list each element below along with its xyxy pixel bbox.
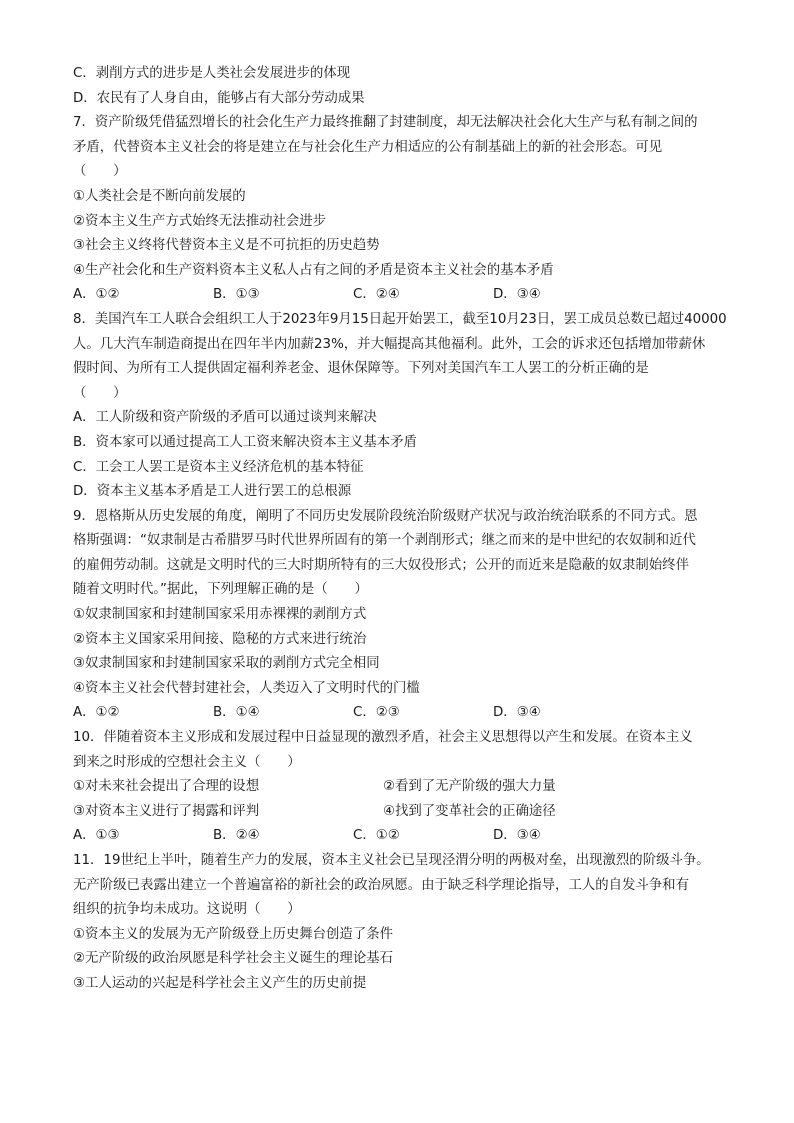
q9-stem-line-1: 9．恩格斯从历史发展的角度，阐明了不同历史发展阶段统治阶级财产状况与政治统治联系的不同方式。恩 — [73, 508, 698, 524]
q7-statement-2: ②资本主义生产方式始终无法推动社会进步 — [73, 213, 327, 229]
q10-options — [73, 824, 733, 849]
q7-option-a: A．①② — [73, 287, 120, 303]
q9-statement-1: ①奴隶制国家和封建制国家采用赤裸裸的剥削方式 — [73, 607, 367, 623]
q9-statement-4: ④资本主义社会代替封建社会，人类迈入了文明时代的门槛 — [73, 680, 420, 696]
q7-stem-line-1: 7．资产阶级凭借猛烈增长的社会化生产力最终推翻了封建制度，却无法解决社会化大生产与私有制之间的 — [73, 115, 698, 131]
q8-option-a: A．工人阶级和资产阶级的矛盾可以通过谈判来解决 — [73, 410, 377, 426]
q10-option-b: B．②④ — [213, 828, 260, 844]
q8-stem-line-2: 人。几大汽车制造商提出在四年半内加薪23%，并大幅提高其他福利。此外，工会的诉求还包括增加带薪休 — [73, 336, 706, 352]
q7-stem-line-2: 矛盾，代替资本主义社会的将是建立在与社会化生产力相适应的公有制基础上的新的社会形态。可见 — [73, 139, 663, 155]
q7-statement-3: ③社会主义终将代替资本主义是不可抗拒的历史趋势 — [73, 238, 380, 254]
q11-statement-1: ①资本主义的发展为无产阶级登上历史舞台创造了条件 — [73, 926, 393, 942]
q7-options — [73, 283, 733, 308]
q10-stem-line-2: 到来之时形成的空想社会主义（ ） — [73, 754, 301, 770]
q10-statement-2: ②看到了无产阶级的强大力量 — [383, 779, 556, 795]
question-content — [73, 62, 733, 997]
q10-option-d: D．③④ — [493, 828, 541, 844]
q10-stem-line-1: 10．伴随着资本主义形成和发展过程中日益显现的激烈矛盾，社会主义思想得以产生和发展。在资本主义 — [73, 730, 693, 746]
q7-option-b: B．①③ — [213, 287, 260, 303]
q11-stem-line-3: 组织的抗争均未成功。这说明（ ） — [73, 902, 301, 918]
q9-statement-2: ②资本主义国家采用间接、隐秘的方式来进行统治 — [73, 631, 367, 647]
q7-statement-1: ①人类社会是不断向前发展的 — [73, 188, 246, 204]
q9-option-a: A．①② — [73, 705, 120, 721]
q10-statement-4: ④找到了变革社会的正确途径 — [383, 803, 556, 819]
q10-option-a: A．①③ — [73, 828, 120, 844]
q7-option-c: C．②④ — [353, 287, 400, 303]
q9-stem-line-3: 的雇佣劳动制。这就是文明时代的三大时期所特有的三大奴役形式；公开的而近来是隐蔽的奴隶制始终伴 — [73, 557, 689, 573]
q6-option-d: D．农民有了人身自由，能够占有大部分劳动成果 — [73, 90, 365, 106]
q9-options — [73, 701, 733, 726]
q8-option-c: C．工会工人罢工是资本主义经济危机的基本特征 — [73, 459, 364, 475]
q9-stem-line-4: 随着文明时代。”据此，下列理解正确的是（ ） — [73, 582, 368, 598]
q9-stem-line-2: 格斯强调：“奴隶制是古希腊罗马时代世界所固有的第一个剥削形式；继之而来的是中世纪的农奴制和近代 — [73, 533, 696, 549]
q8-option-b: B．资本家可以通过提高工人工资来解决资本主义基本矛盾 — [73, 434, 417, 450]
q11-statement-3: ③工人运动的兴起是科学社会主义产生的历史前提 — [73, 975, 367, 991]
q11-stem-line-1: 11．19世纪上半叶，随着生产力的发展，资本主义社会已呈现泾渭分明的两极对垒，出现激烈的阶级斗争。 — [73, 853, 710, 868]
q8-answer-blank: （ ） — [73, 385, 127, 401]
q9-option-c: C．②③ — [353, 705, 400, 721]
q10-statement-1: ①对未来社会提出了合理的设想 — [73, 779, 260, 795]
q9-option-d: D．③④ — [493, 705, 541, 721]
q7-statement-4: ④生产社会化和生产资料资本主义私人占有之间的矛盾是资本主义社会的基本矛盾 — [73, 262, 554, 278]
q7-option-d: D．③④ — [493, 287, 541, 303]
q8-option-d: D．资本主义基本矛盾是工人进行罢工的总根源 — [73, 484, 352, 500]
q10-option-c: C．①② — [353, 828, 400, 844]
q10-statements-row-1 — [73, 775, 733, 800]
q11-stem-line-2: 无产阶级已表露出建立一个普遍富裕的新社会的政治夙愿。由于缺乏科学理论指导，工人的自发斗争和有 — [73, 877, 689, 893]
q8-stem-line-1: 8．美国汽车工人联合会组织工人于2023年9月15日起开始罢工，截至10月23日，罢工成员总数已超过40000 — [73, 311, 727, 327]
q8-stem-line-3: 假时间、为所有工人提供固定福利养老金、退休保障等。下列对美国汽车工人罢工的分析正确的是 — [73, 361, 649, 377]
q10-statements-row-2 — [73, 800, 733, 825]
q9-statement-3: ③奴隶制国家和封建制国家采取的剥削方式完全相同 — [73, 656, 380, 672]
q7-answer-blank: （ ） — [73, 164, 127, 180]
q10-statement-3: ③对资本主义进行了揭露和评判 — [73, 803, 260, 819]
q9-option-b: B．①④ — [213, 705, 260, 721]
q6-option-c: C．剥削方式的进步是人类社会发展进步的体现 — [73, 66, 351, 81]
q11-statement-2: ②无产阶级的政治夙愿是科学社会主义诞生的理论基石 — [73, 951, 393, 967]
